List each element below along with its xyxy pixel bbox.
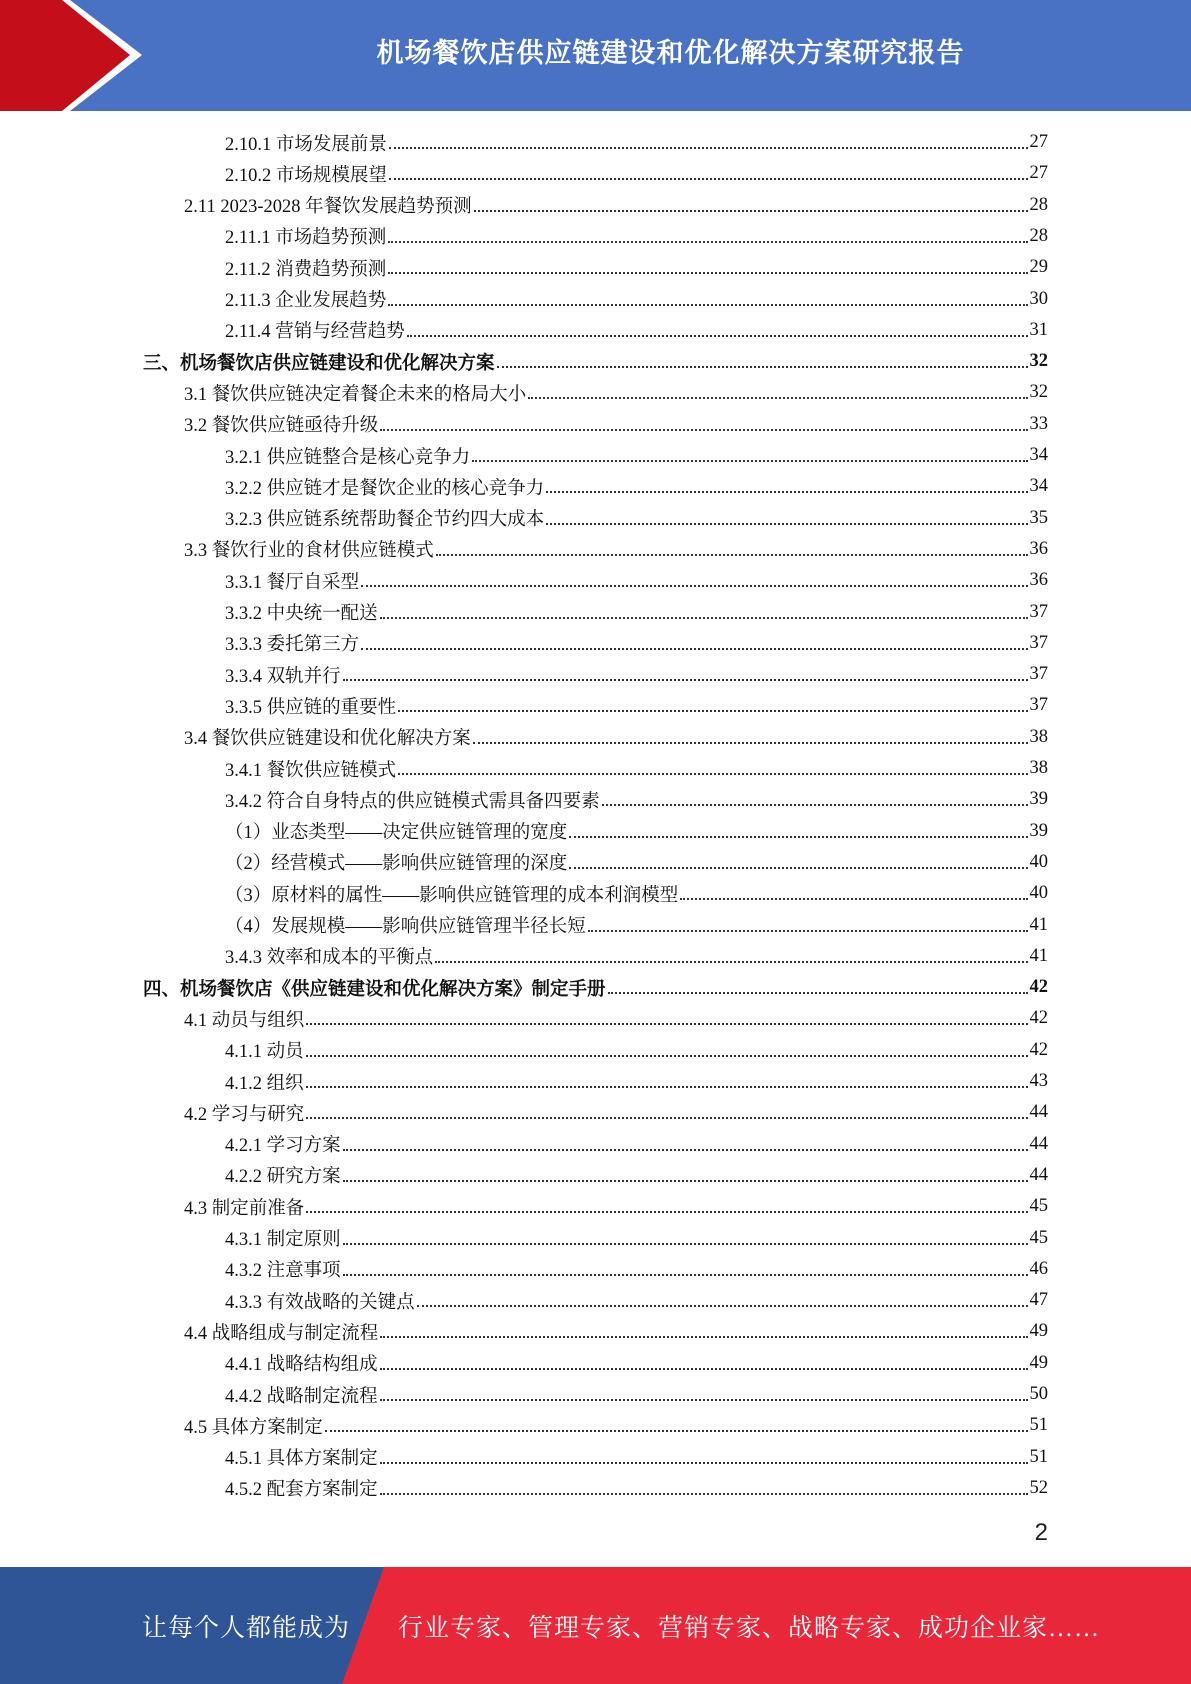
- dot-leader: [343, 670, 1028, 681]
- toc-entry-label: 4.1 动员与组织: [184, 1010, 305, 1031]
- toc-entry[interactable]: [225, 471, 1048, 502]
- toc-entry[interactable]: [225, 690, 1048, 721]
- toc-entry-page: 38: [1029, 758, 1048, 778]
- toc-entry-label: 2.11.3 企业发展趋势: [225, 291, 387, 311]
- toc-entry-label: 3.3.4 双轨并行: [225, 666, 341, 687]
- dot-leader: [546, 514, 1027, 525]
- dot-leader: [436, 545, 1028, 556]
- toc-entry-page: 31: [1029, 319, 1048, 340]
- toc-entry-label: 4.3.2 注意事项: [225, 1261, 341, 1282]
- toc-entry[interactable]: [184, 1410, 1048, 1441]
- dot-leader: [474, 201, 1028, 212]
- toc-entry-page: 27: [1029, 163, 1048, 184]
- toc-entry-page: 35: [1029, 507, 1048, 528]
- dot-leader: [380, 1453, 1028, 1464]
- toc-entry[interactable]: [225, 1442, 1048, 1473]
- toc-entry-page: 43: [1029, 1071, 1048, 1091]
- toc-entry[interactable]: [225, 565, 1048, 596]
- dot-leader: [608, 983, 1028, 994]
- toc-entry[interactable]: [225, 1160, 1048, 1191]
- toc-entry[interactable]: [225, 1379, 1048, 1410]
- toc-entry-label: （3）原材料的属性——影响供应链管理的成本利润模型: [225, 885, 679, 906]
- dot-leader: [388, 263, 1027, 274]
- toc-entry-page: 45: [1029, 1227, 1048, 1248]
- toc-entry-page: 44: [1029, 1133, 1048, 1154]
- toc-entry-page: 50: [1029, 1384, 1048, 1404]
- footer-slogan-right: 行业专家、管理专家、营销专家、战略专家、成功企业家……: [398, 1614, 1101, 1642]
- dot-leader: [388, 295, 1027, 306]
- toc-entry-page: 34: [1029, 476, 1048, 497]
- toc-entry[interactable]: [225, 784, 1048, 815]
- toc-entry[interactable]: [184, 722, 1048, 753]
- toc-entry[interactable]: [225, 503, 1048, 534]
- toc-entry[interactable]: [225, 1254, 1048, 1285]
- toc-entry-label: 4.5.1 具体方案制定: [225, 1449, 378, 1470]
- toc-entry-label: 4.4.2 战略制定流程: [225, 1386, 378, 1407]
- toc-entry-page: 41: [1029, 914, 1048, 935]
- document-title: 机场餐饮店供应链建设和优化解决方案研究报告: [376, 37, 965, 69]
- page-number: 2: [1034, 1519, 1048, 1546]
- dot-leader: [398, 701, 1027, 712]
- dot-leader: [407, 326, 1028, 337]
- toc-entry[interactable]: [225, 753, 1048, 784]
- toc-entry-page: 37: [1029, 695, 1048, 716]
- toc-entry-page: 37: [1029, 601, 1048, 622]
- toc-entry[interactable]: [184, 190, 1048, 221]
- toc-entry[interactable]: [225, 284, 1048, 315]
- toc-entry-page: 45: [1029, 1196, 1048, 1217]
- toc-entry-label: 2.11 2023-2028 年餐饮发展趋势预测: [184, 197, 472, 218]
- toc-entry[interactable]: [143, 346, 1048, 377]
- toc-entry-label: 3.3.1 餐厅自采型: [225, 572, 360, 593]
- toc-entry-page: 52: [1029, 1477, 1048, 1498]
- toc-entry-label: 2.10.2 市场规模展望: [225, 165, 387, 186]
- toc-entry-label: 3.3.5 供应链的重要性: [225, 697, 397, 718]
- toc-entry-page: 37: [1029, 632, 1048, 653]
- toc-entry-page: 41: [1029, 945, 1048, 966]
- toc-entry-page: 40: [1029, 851, 1048, 872]
- toc-entry[interactable]: [225, 816, 1048, 847]
- dot-leader: [361, 576, 1027, 587]
- footer-slogan-left: 让每个人都能成为: [142, 1614, 351, 1642]
- toc-entry-label: 4.2.2 研究方案: [225, 1167, 341, 1188]
- toc-entry-label: 4.1.1 动员: [225, 1042, 304, 1063]
- toc-entry-page: 36: [1029, 538, 1048, 559]
- toc-entry-page: 40: [1029, 883, 1048, 904]
- toc-entry-label: 3.4 餐饮供应链建设和优化解决方案: [184, 729, 471, 750]
- dot-leader: [398, 764, 1027, 775]
- toc-entry-label: 3.4.3 效率和成本的平衡点: [225, 948, 434, 969]
- toc-entry-label: 4.3 制定前准备: [184, 1198, 305, 1219]
- dot-leader: [306, 1202, 1027, 1213]
- toc-entry[interactable]: [184, 1097, 1048, 1128]
- toc-entry-page: 39: [1029, 820, 1048, 841]
- toc-entry-page: 32: [1029, 382, 1048, 403]
- toc-entry-page: 51: [1029, 1446, 1048, 1467]
- toc-entry[interactable]: [225, 127, 1048, 158]
- dot-leader: [343, 1171, 1028, 1182]
- toc-entry-label: 4.1.2 组织: [225, 1073, 304, 1094]
- toc-entry-label: 4.5.2 配套方案制定: [225, 1480, 378, 1501]
- toc-entry[interactable]: [225, 1035, 1048, 1066]
- dot-leader: [380, 1327, 1027, 1338]
- dot-leader: [388, 232, 1027, 243]
- dot-leader: [473, 733, 1028, 744]
- toc-entry-page: 27: [1029, 132, 1048, 152]
- toc-entry-label: 3.1 餐饮供应链决定着餐企未来的格局大小: [184, 384, 527, 405]
- dot-leader: [569, 858, 1027, 869]
- dot-leader: [546, 482, 1027, 493]
- toc-entry-label: 2.11.4 营销与经营趋势: [225, 322, 405, 343]
- dot-leader: [325, 1421, 1028, 1432]
- toc-entry-label: 三、机场餐饮店供应链建设和优化解决方案: [143, 353, 495, 374]
- toc-entry[interactable]: [184, 1316, 1048, 1347]
- toc-entry-label: 4.3.3 有效战略的关键点: [225, 1292, 415, 1313]
- toc-entry-label: 4.3.1 制定原则: [225, 1230, 341, 1250]
- toc-entry[interactable]: [225, 910, 1048, 941]
- toc-entry-page: 46: [1029, 1258, 1048, 1279]
- dot-leader: [306, 1014, 1027, 1025]
- dot-leader: [306, 1046, 1028, 1057]
- dot-leader: [306, 1108, 1027, 1119]
- toc-entry[interactable]: [225, 1348, 1048, 1379]
- toc-entry-label: 3.3 餐饮行业的食材供应链模式: [184, 541, 434, 562]
- toc-entry-label: 2.11.1 市场趋势预测: [225, 228, 387, 249]
- dot-leader: [497, 357, 1028, 368]
- toc-entry-page: 49: [1029, 1352, 1048, 1373]
- dot-leader: [569, 827, 1027, 838]
- toc-entry[interactable]: [225, 878, 1048, 909]
- toc-entry-label: 3.2.3 供应链系统帮助餐企节约四大成本: [225, 510, 545, 531]
- toc-entry[interactable]: [225, 847, 1048, 878]
- toc-entry[interactable]: [184, 534, 1048, 565]
- toc-entry-label: 4.5 具体方案制定: [184, 1417, 323, 1438]
- toc-entry-page: 51: [1029, 1415, 1048, 1436]
- toc-entry-label: 3.2 餐饮供应链亟待升级: [184, 416, 379, 437]
- toc-entry-label: 四、机场餐饮店《供应链建设和优化解决方案》制定手册: [143, 979, 606, 1000]
- toc-entry-page: 44: [1029, 1102, 1048, 1123]
- toc-entry[interactable]: [225, 1066, 1048, 1097]
- toc-entry-page: 39: [1029, 789, 1048, 810]
- dot-leader: [343, 1234, 1028, 1245]
- toc-entry-page: 42: [1029, 1039, 1048, 1060]
- red-arrow-decoration: [0, 0, 160, 111]
- toc-entry[interactable]: [225, 659, 1048, 690]
- dot-leader: [361, 639, 1027, 650]
- dot-leader: [389, 169, 1028, 180]
- toc-entry-label: 3.4.2 符合自身特点的供应链模式需具备四要素: [225, 791, 600, 812]
- toc-entry[interactable]: [184, 409, 1048, 440]
- toc-entry-page: 32: [1029, 351, 1048, 372]
- toc-entry[interactable]: [225, 1285, 1048, 1316]
- toc-entry-label: 4.2 学习与研究: [184, 1104, 305, 1125]
- dot-leader: [588, 921, 1028, 932]
- toc-entry[interactable]: [225, 221, 1048, 252]
- dot-leader: [389, 138, 1028, 149]
- toc-entry-label: 3.2.2 供应链才是餐饮企业的核心竞争力: [225, 478, 545, 499]
- toc-entry-page: 44: [1029, 1164, 1048, 1185]
- dot-leader: [343, 1140, 1028, 1151]
- dot-leader: [380, 1390, 1028, 1401]
- dot-leader: [472, 451, 1027, 462]
- toc-entry-page: 42: [1029, 1008, 1048, 1029]
- toc-entry-page: 28: [1029, 194, 1048, 215]
- dot-leader: [380, 1484, 1028, 1495]
- dot-leader: [680, 889, 1027, 900]
- footer-banner: [0, 1567, 1191, 1684]
- toc-entry[interactable]: [225, 941, 1048, 972]
- toc-entry-page: 36: [1029, 570, 1048, 591]
- dot-leader: [343, 1265, 1028, 1276]
- toc-entry-page: 47: [1029, 1290, 1048, 1311]
- toc-entry-label: 2.10.1 市场发展前景: [225, 134, 387, 155]
- toc-entry[interactable]: [225, 1129, 1048, 1160]
- toc-entry[interactable]: [225, 252, 1048, 283]
- toc-entry[interactable]: [225, 1223, 1048, 1254]
- dot-leader: [380, 1359, 1028, 1370]
- toc-entry[interactable]: [225, 158, 1048, 189]
- toc-entry[interactable]: [143, 972, 1048, 1003]
- toc-entry[interactable]: [225, 597, 1048, 628]
- toc-entry-label: 3.4.1 餐饮供应链模式: [225, 760, 397, 781]
- dot-leader: [528, 388, 1027, 399]
- dot-leader: [417, 1296, 1028, 1307]
- toc-entry-page: 38: [1029, 726, 1048, 747]
- dot-leader: [380, 420, 1027, 431]
- toc-entry-label: 4.2.1 学习方案: [225, 1136, 341, 1157]
- toc-entry[interactable]: [184, 1191, 1048, 1222]
- toc-entry[interactable]: [184, 1003, 1048, 1034]
- dot-leader: [602, 795, 1028, 806]
- toc-entry[interactable]: [225, 1473, 1048, 1504]
- header-banner: [0, 0, 1191, 111]
- toc-entry-label: 3.3.3 委托第三方: [225, 635, 360, 656]
- toc-entry[interactable]: [225, 628, 1048, 659]
- dot-leader: [380, 608, 1028, 619]
- toc-entry-page: 30: [1029, 288, 1048, 309]
- toc-entry-label: （1）业态类型——决定供应链管理的宽度: [225, 823, 568, 844]
- toc-entry[interactable]: [184, 377, 1048, 408]
- toc-entry-label: （4）发展规模——影响供应链管理半径长短: [225, 917, 586, 937]
- toc-entry[interactable]: [225, 440, 1048, 471]
- dot-leader: [306, 1077, 1028, 1088]
- toc-entry-label: 3.3.2 中央统一配送: [225, 604, 378, 624]
- toc-entry-page: 33: [1029, 413, 1048, 434]
- toc-entry-page: 49: [1029, 1321, 1048, 1342]
- toc-entry-page: 42: [1029, 977, 1048, 998]
- toc-entry-page: 37: [1029, 664, 1048, 685]
- toc-entry-page: 28: [1029, 225, 1048, 246]
- dot-leader: [435, 952, 1027, 963]
- toc-entry-label: 3.2.1 供应链整合是核心竞争力: [225, 447, 471, 468]
- toc-entry-label: 4.4 战略组成与制定流程: [184, 1323, 379, 1344]
- toc-entry-page: 34: [1029, 445, 1048, 465]
- toc-entry-label: 4.4.1 战略结构组成: [225, 1355, 378, 1376]
- toc-entry-label: （2）经营模式——影响供应链管理的深度: [225, 854, 568, 875]
- toc-entry-label: 2.11.2 消费趋势预测: [225, 259, 387, 280]
- toc-entry-page: 29: [1029, 257, 1048, 278]
- toc-entry[interactable]: [225, 315, 1048, 346]
